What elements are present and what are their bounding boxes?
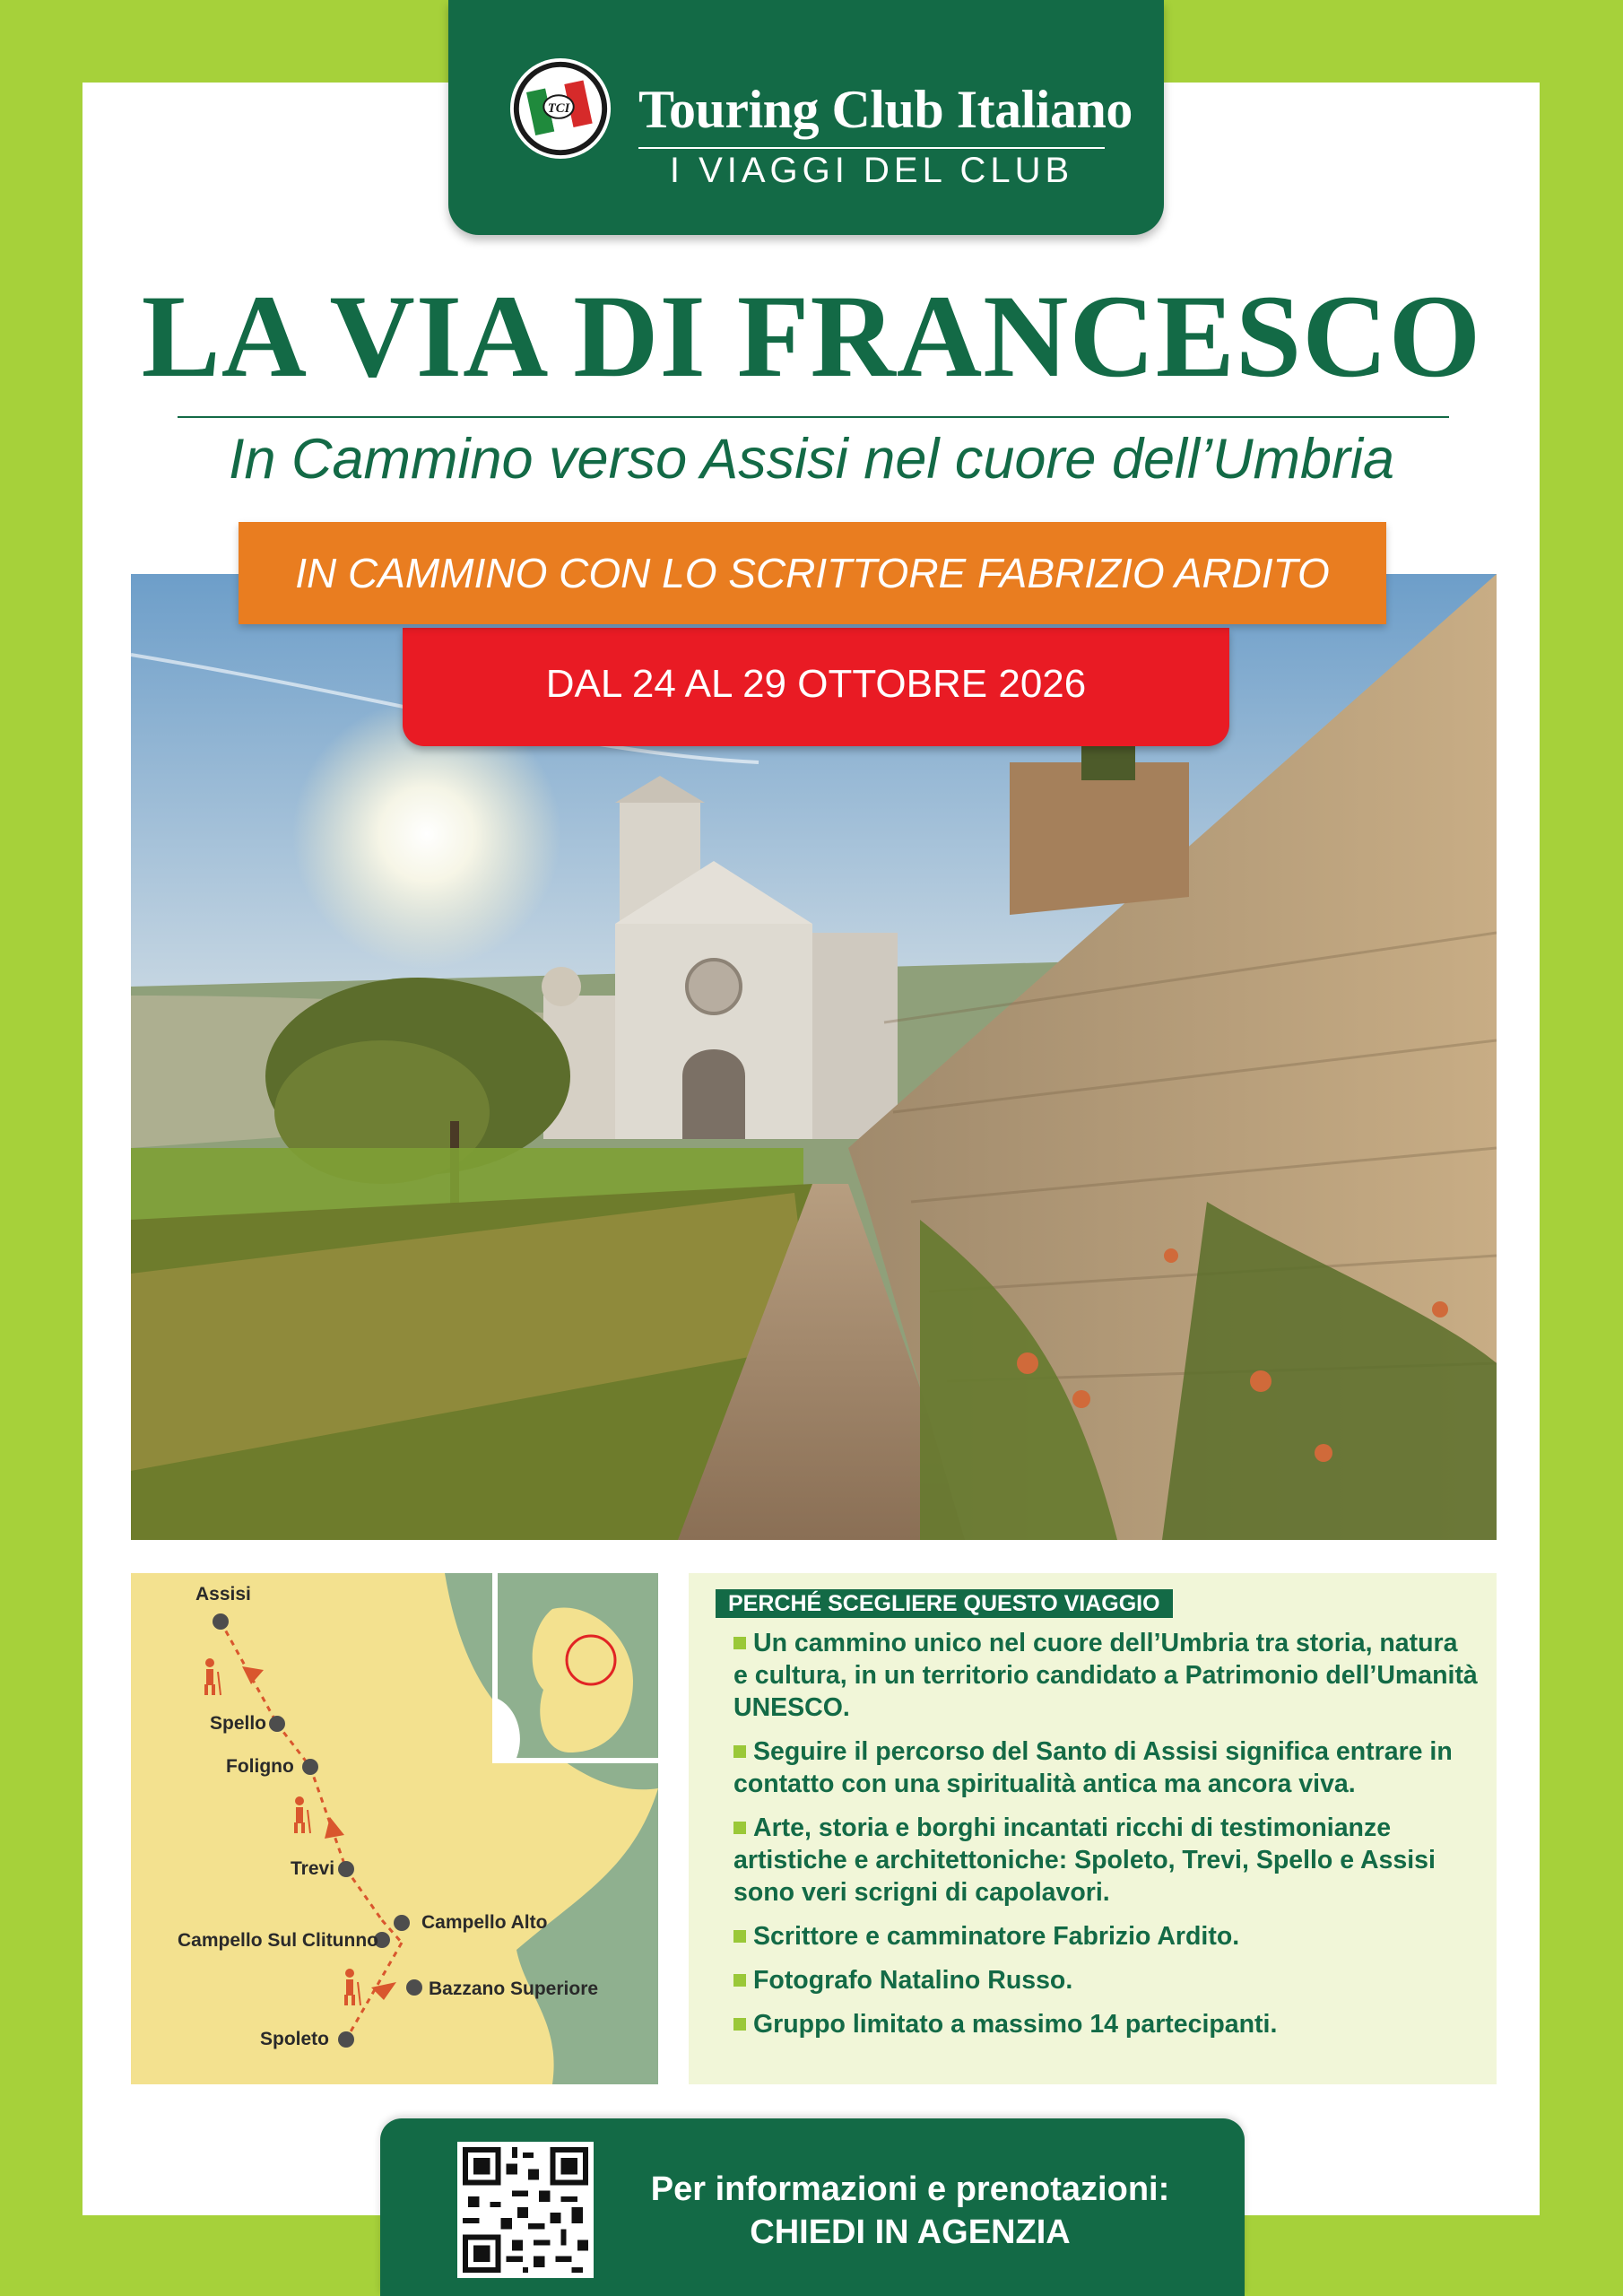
tci-logo-icon [508,56,613,161]
list-item-text: Un cammino unico nel cuore dell’Umbria tra storia, natura e cultura, in un territorio candidato a Patrimonio dell’Umanità UNESCO. [733,1629,1478,1722]
tci-logo-text: TCI [547,100,570,116]
map-label-campello-alto: Campello Alto [421,1912,548,1933]
dates-banner: DAL 24 AL 29 OTTOBRE 2026 [403,628,1229,746]
bullet-icon [733,1637,746,1649]
map-label-spello: Spello [210,1713,267,1734]
list-item [733,1920,1478,1952]
list-item-text: Scrittore e camminatore Fabrizio Ardito. [753,1922,1240,1951]
footer-info-text: Per informazioni e prenotazioni: [650,2170,1170,2208]
bullet-icon [733,1745,746,1758]
route-map [131,1573,658,2084]
map-label-foligno: Foligno [226,1756,294,1777]
map-label-campello-sul-clitunno: Campello Sul Clitunno [178,1930,378,1951]
bullet-icon [733,2018,746,2031]
brand-name: Touring Club Italiano [638,80,1133,139]
route-map-graphic [131,1573,658,2084]
brand-divider [638,147,1105,149]
title-divider [178,416,1449,418]
bullet-icon [733,1974,746,1987]
map-label-bazzano-superiore: Bazzano Superiore [429,1979,599,1999]
writer-banner: IN CAMMINO CON LO SCRITTORE FABRIZIO ARDITO [239,522,1386,624]
list-item [733,1812,1478,1909]
hiker-icon [294,1796,310,1833]
bullet-icon [733,1822,746,1834]
brand-subtitle: I VIAGGI DEL CLUB [669,151,1074,190]
list-item [733,1964,1478,1996]
list-item-text: Arte, storia e borghi incantati ricchi di testimonianze artistiche e architettoniche: Spoleto, Trevi, Spello e Assisi sono veri scrigni di capolavori. [733,1813,1436,1907]
info-heading: PERCHÉ SCEGLIERE QUESTO VIAGGIO [716,1589,1173,1618]
reasons-list [733,1627,1478,2052]
info-panel [689,1573,1497,2084]
list-item-text: Seguire il percorso del Santo di Assisi significa entrare in contatto con una spiritualità antica ma ancora viva. [733,1737,1453,1798]
list-item-text: Fotografo Natalino Russo. [753,1966,1073,1995]
map-label-spoleto: Spoleto [260,2029,329,2049]
hiker-icon [344,1969,360,2005]
list-item [733,1627,1478,1724]
bullet-icon [733,1930,746,1943]
hiker-icon [204,1658,221,1695]
map-label-assisi: Assisi [195,1584,251,1605]
map-label-trevi: Trevi [291,1858,335,1879]
list-item-text: Gruppo limitato a massimo 14 partecipanti. [753,2010,1278,2039]
page-subtitle: In Cammino verso Assisi nel cuore dell’Umbria [228,428,1395,491]
footer-cta-text: CHIEDI IN AGENZIA [750,2213,1071,2251]
list-item [733,1735,1478,1800]
page-title: LA VIA DI FRANCESCO [141,270,1482,402]
qr-code-icon[interactable] [457,2142,594,2278]
list-item [733,2008,1478,2040]
